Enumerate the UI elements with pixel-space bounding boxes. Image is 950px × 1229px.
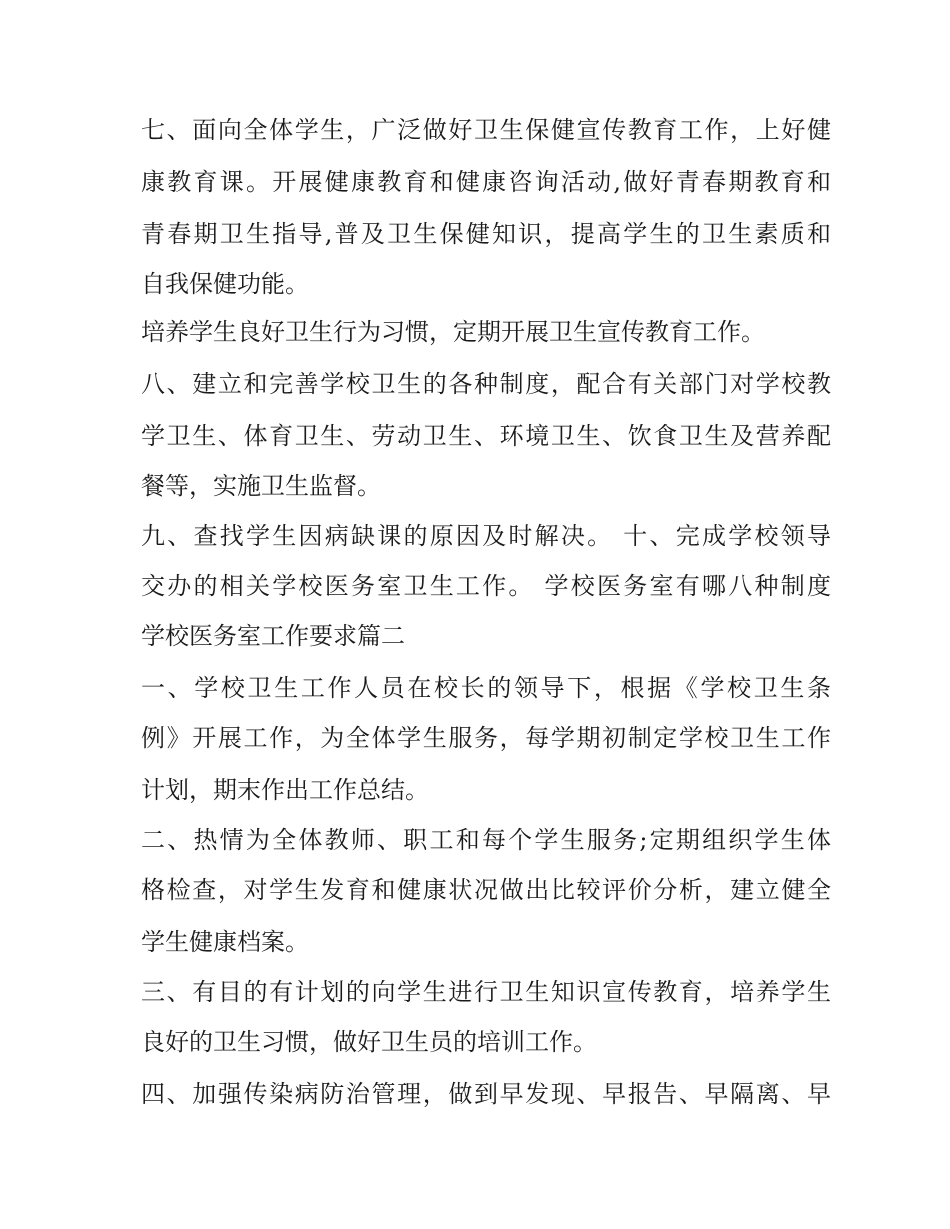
text-line: 学卫生、体育卫生、劳动卫生、环境卫生、饮食卫生及营养配 (141, 422, 831, 450)
text-line: 良好的卫生习惯，做好卫生员的培训工作。 (141, 1028, 597, 1056)
text-line: 学校医务室工作要求篇二 (141, 622, 405, 650)
text-line: 青春期卫生指导,普及卫生保健知识，提高学生的卫生素质和 (141, 220, 831, 248)
text-line: 康教育课。开展健康教育和健康咨询活动,做好青春期教育和 (141, 168, 831, 196)
text-line: 计划，期末作出工作总结。 (141, 776, 429, 804)
text-line: 四、加强传染病防治管理，做到早发现、早报告、早隔离、早 (141, 1080, 831, 1108)
text-line: 八、建立和完善学校卫生的各种制度，配合有关部门对学校教 (141, 370, 831, 398)
text-line: 一、学校卫生工作人员在校长的领导下，根据《学校卫生条 (141, 674, 831, 702)
text-line: 学生健康档案。 (141, 928, 309, 956)
text-line: 三、有目的有计划的向学生进行卫生知识宣传教育，培养学生 (141, 978, 831, 1006)
text-line: 餐等，实施卫生监督。 (141, 472, 381, 500)
text-line: 格检查，对学生发育和健康状况做出比较评价分析，建立健全 (141, 876, 831, 904)
text-line: 九、查找学生因病缺课的原因及时解决。 十、完成学校领导 (141, 522, 831, 550)
text-line: 二、热情为全体教师、职工和每个学生服务;定期组织学生体 (141, 826, 831, 854)
text-line: 培养学生良好卫生行为习惯，定期开展卫生宣传教育工作。 (141, 318, 765, 346)
text-line: 自我保健功能。 (141, 270, 309, 298)
text-line: 七、面向全体学生，广泛做好卫生保健宣传教育工作，上好健 (141, 116, 831, 144)
text-line: 交办的相关学校医务室卫生工作。 学校医务室有哪八种制度 (141, 572, 831, 600)
text-line: 例》开展工作，为全体学生服务，每学期初制定学校卫生工作 (141, 724, 831, 752)
